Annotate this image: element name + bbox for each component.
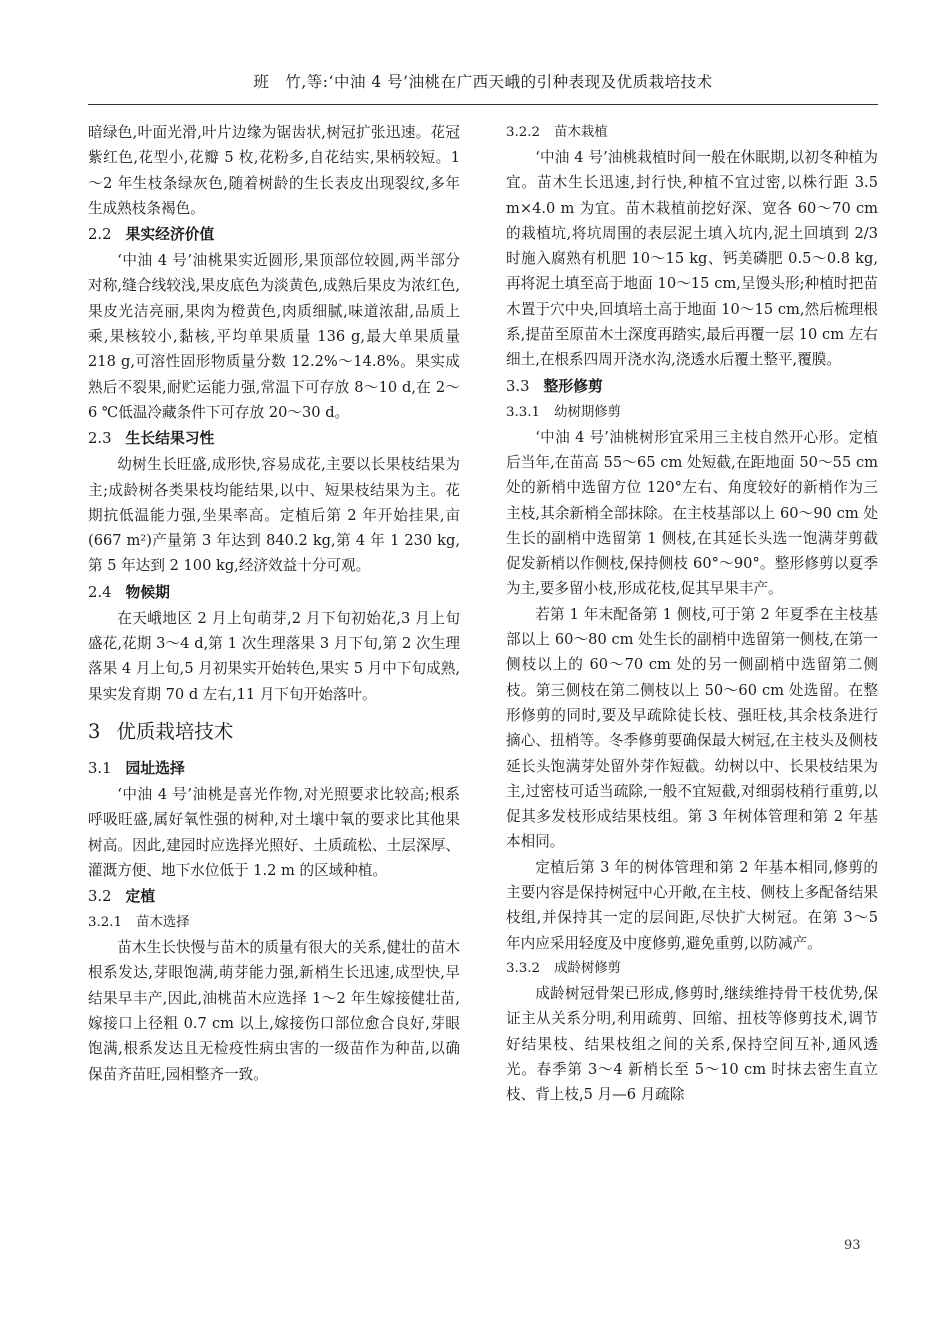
section-title: 园址选择: [125, 759, 185, 777]
section-3-heading: [88, 715, 460, 749]
section-2-3-heading: [88, 425, 460, 452]
section-title: 优质栽培技术: [116, 719, 234, 743]
section-title: 幼树期修剪: [554, 404, 622, 420]
section-number: 3.2.2: [506, 125, 541, 140]
paragraph-3-1: ‘中油 4 号’油桃是喜光作物,对光照要求比较高;根系呼吸旺盛,属好氧性强的树种,对土壤中氧的要求比其他果树高。因此,建园时应选择光照好、土质疏松、土层深厚、灌溉方便、地下水位低于 1.2 m 的区域种植。: [88, 785, 460, 879]
section-title: 苗木栽植: [554, 125, 608, 140]
section-title: 生长结果习性: [125, 430, 215, 448]
section-3-2-1-heading: [88, 910, 460, 935]
section-number: 3: [88, 719, 101, 743]
section-number: 3.3: [506, 377, 530, 395]
paragraph-2-4: 在天峨地区 2 月上旬萌芽,2 月下旬初始花,3 月上旬盛花,花期 3～4 d,第 1 次生理落果 3 月下旬,第 2 次生理落果 4 月上旬,5 月初果实开始转色,果实 5 月中下旬成熟,果实发育期 70 d 左右,11 月下旬开始落叶。: [88, 609, 460, 703]
paragraph-2-2: ‘中油 4 号’油桃果实近圆形,果顶部位较圆,两半部分对称,缝合线较浅,果皮底色为淡黄色,成熟后果皮为浓红色,果皮光洁亮丽,果肉为橙黄色,肉质细腻,味道浓甜,品质上乘,果核较小,黏核,平均单果质量 136 g,最大单果质量 218 g,可溶性固形物质量分数 12.2%～14.8%。果实成熟后不裂果,耐贮运能力强,常温下可存放 8～10 d,在 2～6 ℃低温冷藏条件下可存放 20～30 d。: [88, 252, 460, 421]
section-3-1-heading: [88, 755, 460, 782]
section-number: 2.3: [88, 430, 112, 448]
paragraph-3-3-2: 成龄树冠骨架已形成,修剪时,继续维持骨干枝优势,保证主从关系分明,利用疏剪、回缩、扭枝等修剪技术,调节好结果枝、结果枝组之间的关系,保持空间互补,通风透光。春季第 3～4 新梢长至 5～10 cm 时抹去密生直立枝、背上枝,5 月—6 月疏除: [506, 984, 878, 1104]
section-number: 3.1: [88, 759, 112, 777]
section-number: 3.3.2: [506, 960, 541, 976]
section-title: 整形修剪: [543, 377, 603, 395]
section-title: 成龄树修剪: [554, 960, 622, 976]
section-number: 3.2.1: [88, 915, 123, 931]
right-column: [506, 120, 878, 1107]
section-number: 3.2: [88, 888, 112, 906]
section-3-3-heading: [506, 373, 878, 400]
header-rule: [88, 104, 878, 105]
section-3-2-heading: [88, 883, 460, 910]
paragraph-3-3-1-b: 若第 1 年末配备第 1 侧枝,可于第 2 年夏季在主枝基部以上 60～80 cm 处生长的副梢中选留第一侧枝,在第一侧枝以上的 60～70 cm 处的另一侧副梢中选留第二侧枝。第三侧枝在第二侧枝以上 50～60 cm 处选留。在整形修剪的同时,要及早疏除徒长枝、强旺枝,其余枝条进行摘心、扭梢等。冬季修剪要确保最大树冠,在主枝头及侧枝延长头饱满芽处留外芽作短截。幼树以中、长果枝结果为主,过密枝可适当疏除,一般不宜短截,对细弱枝稍行重剪,以促其多发枝形成结果枝组。第 3 年树体管理和第 2 年基本相同。: [506, 605, 878, 851]
paragraph-3-3-1-c: 定植后第 3 年的树体管理和第 2 年基本相同,修剪的主要内容是保持树冠中心开敞,在主枝、侧枝上多配备结果枝组,并保持其一定的层间距,尽快扩大树冠。在第 3～5 年内应采用轻度及中度修剪,避免重剪,以防减产。: [506, 858, 878, 952]
paragraph-3-2-1: 苗木生长快慢与苗木的质量有很大的关系,健壮的苗木根系发达,芽眼饱满,萌芽能力强,新梢生长迅速,成型快,早结果早丰产,因此,油桃苗木应选择 1～2 年生嫁接健壮苗,嫁接口上径粗 0.7 cm 以上,嫁接伤口部位愈合良好,芽眼饱满,根系发达且无检疫性病虫害的一级苗作为种苗,以确保苗齐苗旺,园相整齐一致。: [88, 939, 460, 1083]
section-2-4-heading: [88, 579, 460, 606]
section-3-3-2-heading: [506, 956, 878, 981]
section-number: 2.2: [88, 226, 112, 244]
page-number: 93: [844, 1238, 861, 1253]
section-3-3-1-heading: [506, 400, 878, 425]
paragraph-3-3-1-a: ‘中油 4 号’油桃树形宜采用三主枝自然开心形。定植后当年,在苗高 55～65 cm 处短截,在距地面 50～55 cm 处的新梢中选留方位 120°左右、角度较好的新梢作为三主枝,其余新梢全部抹除。在主枝基部以上 60～90 cm 处生长的副梢中选留第 1 侧枝,在其延长头选一饱满芽剪截促发新梢以作侧枝,保持侧枝 60°～90°。整形修剪以夏季为主,要多留小枝,形成花枝,促其早果丰产。: [506, 428, 878, 598]
section-2-2-heading: [88, 221, 460, 248]
section-title: 定植: [125, 888, 156, 906]
section-title: 物候期: [125, 583, 170, 601]
section-number: 2.4: [88, 583, 112, 601]
paragraph-2-3: 幼树生长旺盛,成形快,容易成花,主要以长果枝结果为主;成龄树各类果枝均能结果,以中、短果枝结果为主。花期抗低温能力强,坐果率高。定植后第 2 年开始挂果,亩(667 m²)产量第 3 年达到 840.2 kg,第 4 年 1 230 kg,第 5 年达到 2 100 kg,经济效益十分可观。: [88, 456, 460, 575]
left-column: [88, 120, 460, 1087]
section-3-2-2-heading: [506, 120, 878, 145]
running-header: 班 竹,等:‘中油 4 号’油桃在广西天峨的引种表现及优质栽培技术: [253, 73, 713, 91]
paragraph-intro: 暗绿色,叶面光滑,叶片边缘为锯齿状,树冠扩张迅速。花冠紫红色,花型小,花瓣 5 枚,花粉多,自花结实,果柄较短。1～2 年生枝条绿灰色,随着树龄的生长表皮出现裂纹,多年生成熟枝条褐色。: [88, 124, 460, 217]
section-title: 果实经济价值: [125, 226, 215, 244]
paragraph-3-2-2: ‘中油 4 号’油桃栽植时间一般在休眠期,以初冬种植为宜。苗木生长迅速,封行快,种植不宜过密,以株行距 3.5 m×4.0 m 为宜。苗木栽植前挖好深、宽各 60～70 cm 的栽植坑,将坑周围的表层泥土填入坑内,泥土回填到 2/3 时施入腐熟有机肥 10～15 kg、钙美磷肥 0.5～0.8 kg,再将泥土填至高于地面 10～15 cm,呈馒头形;种植时把苗木置于穴中央,回填培土高于地面 10～15 cm,然后梳理根系,提苗至原苗木土深度再踏实,最后再覆一层 10 cm 左右细土,在根系四周开浇水沟,浇透水后覆土整平,覆膜。: [506, 149, 878, 369]
section-number: 3.3.1: [506, 404, 541, 420]
section-title: 苗木选择: [136, 915, 190, 931]
